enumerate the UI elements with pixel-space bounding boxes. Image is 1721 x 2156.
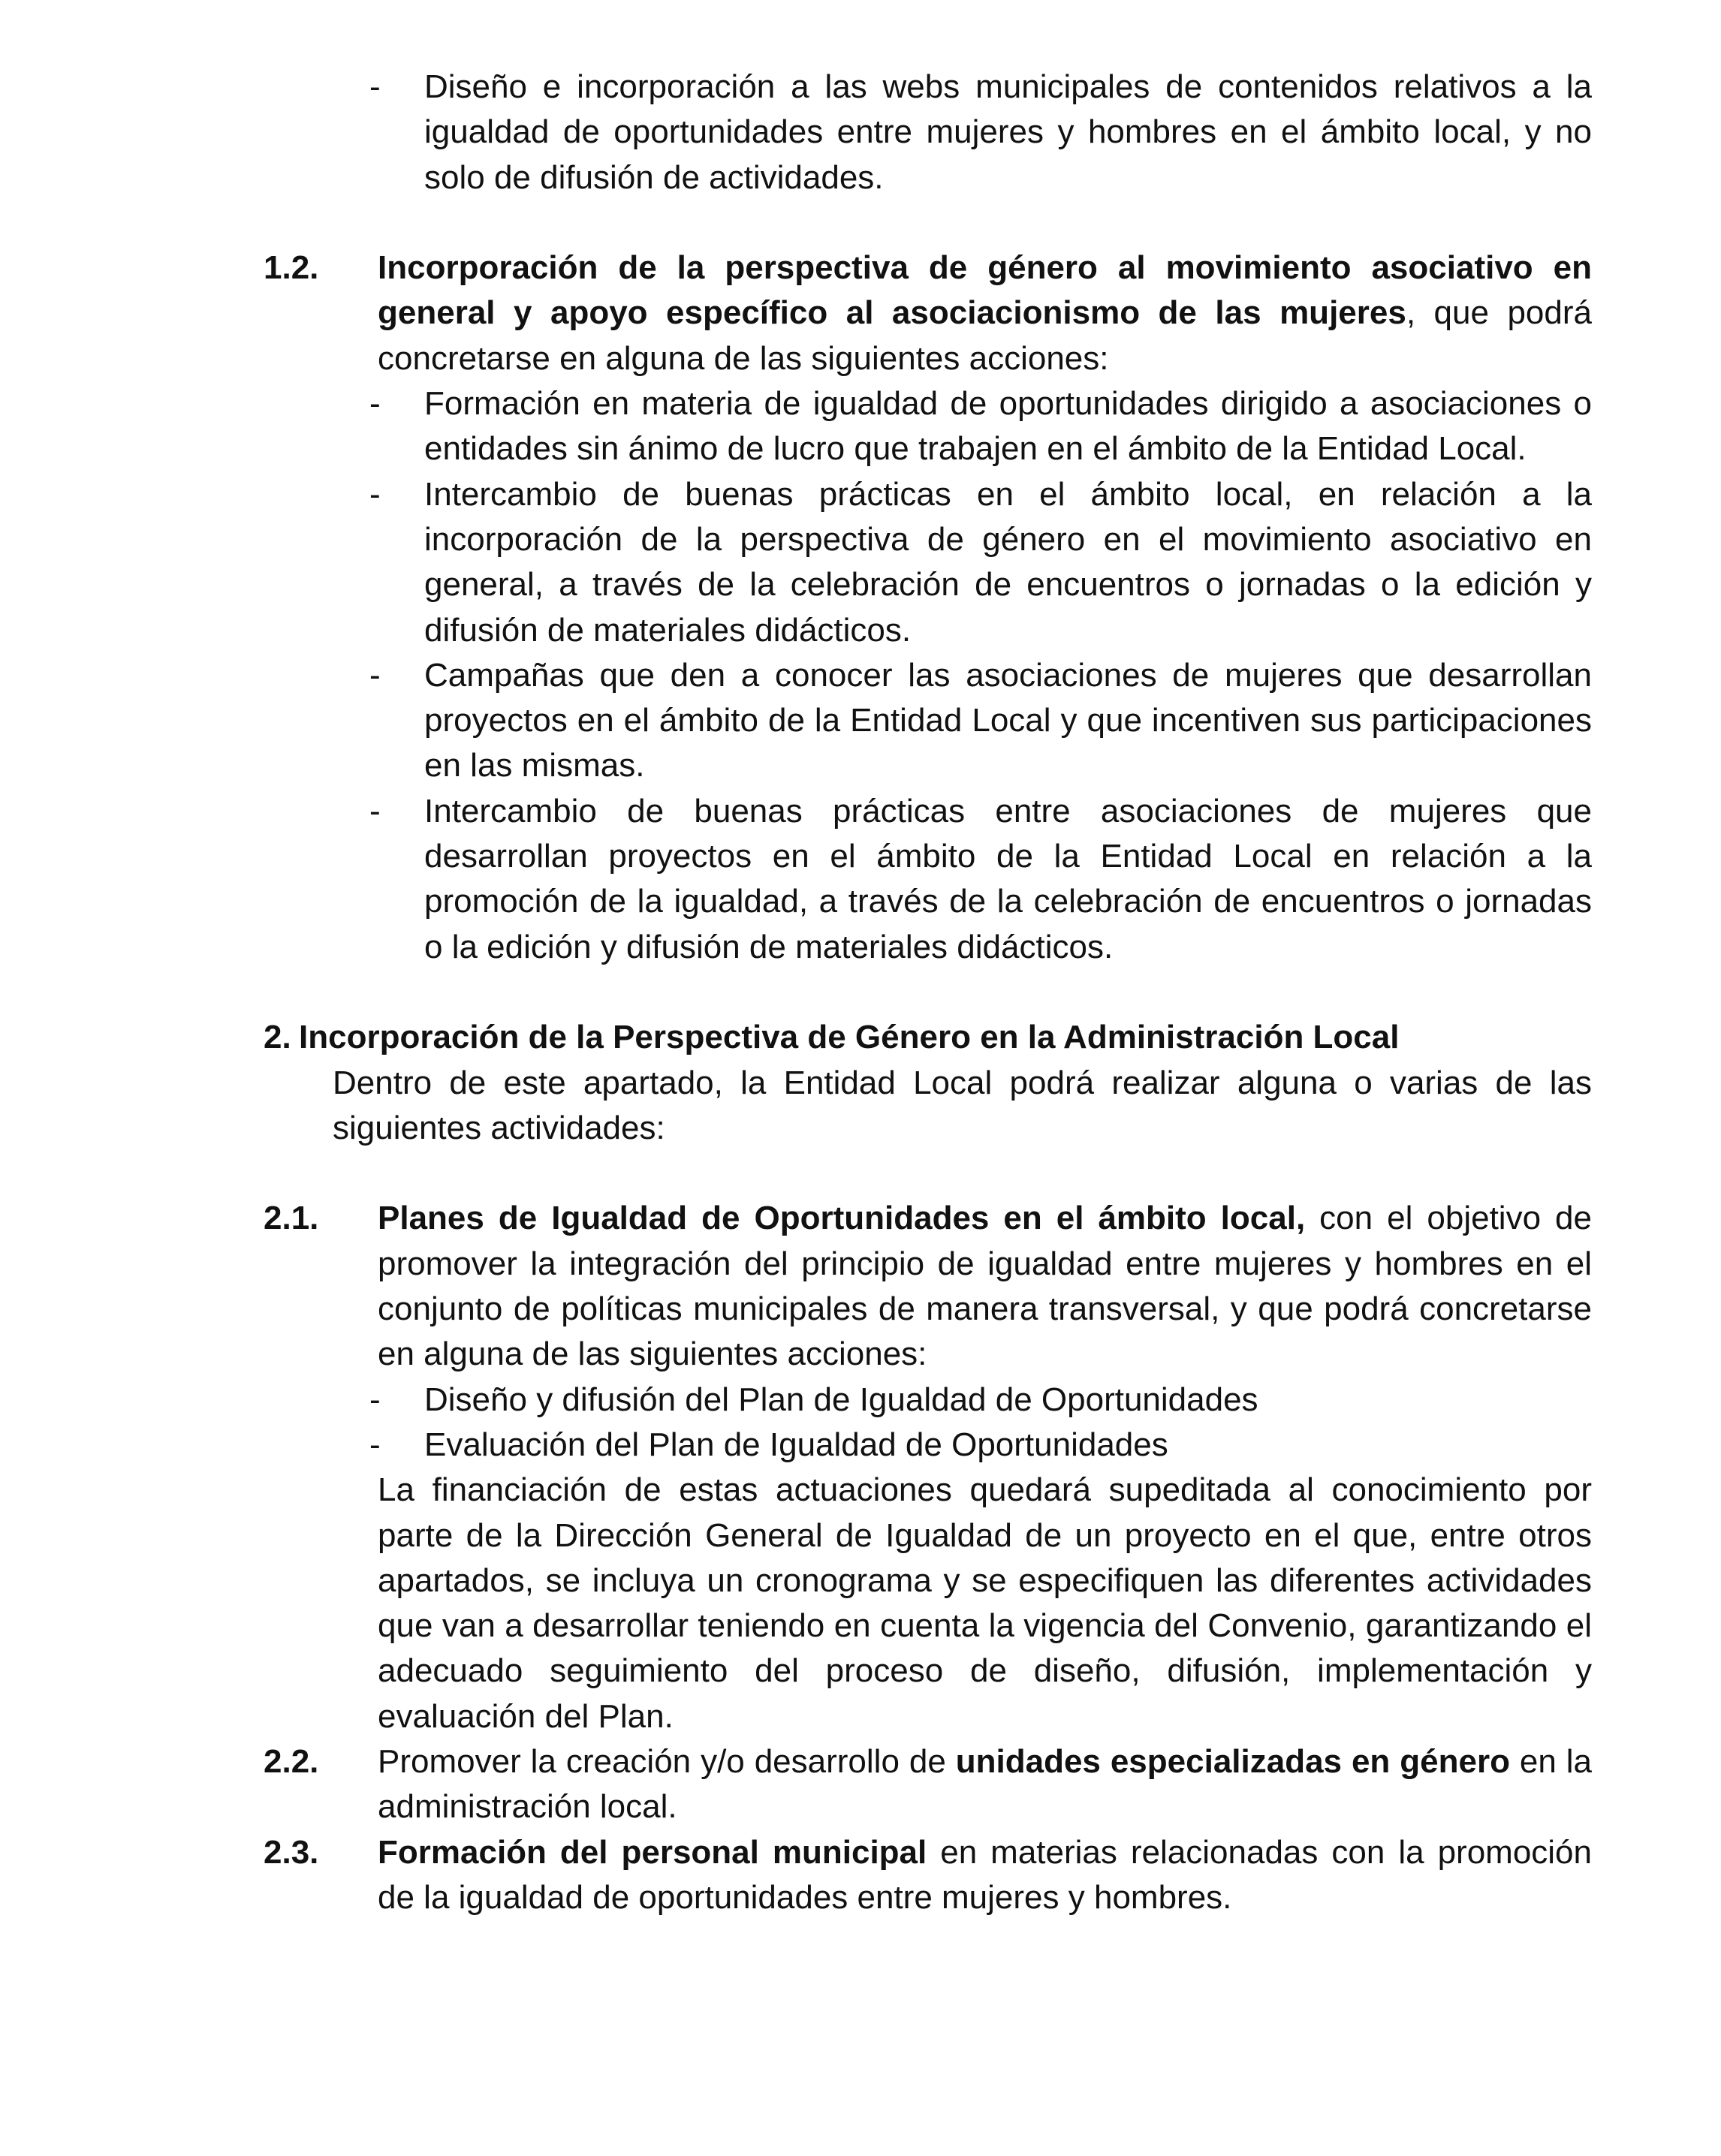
section-2 xyxy=(0,1015,1721,1060)
section-body: en materias relacionadas con la promoción de la igualdad de oportunidades entre mujeres y hombres. xyxy=(378,1833,1592,1916)
section-number: 2.2. xyxy=(264,1742,319,1780)
section-body: , que podrá concretarse en alguna de las siguientes acciones: xyxy=(378,294,1592,377)
dash-marker: - xyxy=(369,475,381,513)
section-emphasis: unidades especializadas en género xyxy=(955,1742,1510,1780)
document-page xyxy=(0,65,1721,1920)
section-number: 2.3. xyxy=(264,1833,319,1871)
bullet-text: Evaluación del Plan de Igualdad de Oportunidades xyxy=(424,1426,1168,1463)
section-2-1 xyxy=(0,1196,1721,1377)
bullet-item xyxy=(0,381,1721,472)
section-number: 2.1. xyxy=(264,1200,319,1237)
section-1-2 xyxy=(0,245,1721,381)
section-text xyxy=(378,245,1592,381)
bullet-text: Formación en materia de igualdad de oportunidades dirigido a asociaciones o entidades sin ánimo de lucro que trabajen en el ámbito de la Entidad Local. xyxy=(424,385,1592,468)
bullet-item xyxy=(0,472,1721,653)
section-heading: Incorporación de la Perspectiva de Género en la Administración Local xyxy=(299,1019,1400,1056)
section-2-2 xyxy=(0,1739,1721,1830)
section-heading: Incorporación de la perspectiva de género al movimiento asociativo en general y apoyo específico al asociacionismo de las mujeres xyxy=(378,249,1592,332)
section-text xyxy=(378,1830,1592,1921)
bullet-item xyxy=(0,1423,1721,1468)
section-2-3 xyxy=(0,1830,1721,1921)
bullet-text: Diseño y difusión del Plan de Igualdad de Oportunidades xyxy=(424,1381,1258,1418)
bullet-item xyxy=(0,789,1721,970)
section-body: Promover la creación y/o desarrollo de xyxy=(378,1742,956,1780)
section-body: en la administración local. xyxy=(378,1742,1593,1826)
dash-marker: - xyxy=(369,792,381,830)
section-number: 1.2. xyxy=(264,249,319,287)
section-note: La financiación de estas actuaciones quedará supeditada al conocimiento por parte de la Dirección General de Igualdad de un proyecto en el que, entre otros apartados, se incluya un cronograma y se especifiquen las diferentes actividades que van a desarrollar teniendo en cuenta la vigencia del Convenio, garantizando el adecuado seguimiento del proceso de diseño, difusión, implementación y evaluación del Plan. xyxy=(378,1471,1592,1735)
bullet-item xyxy=(0,65,1721,200)
section-body: con el objetivo de promover la integración del principio de igualdad entre mujeres y hombres en el conjunto de políticas municipales de manera transversal, y que podrá concretarse en alguna de las siguientes acciones: xyxy=(378,1200,1592,1373)
bullet-text: Diseño e incorporación a las webs municipales de contenidos relativos a la igualdad de oportunidades entre mujeres y hombres en el ámbito local, y no solo de difusión de actividades. xyxy=(424,68,1592,196)
section-heading: Formación del personal municipal xyxy=(378,1833,927,1871)
dash-marker: - xyxy=(369,385,381,423)
bullet-item xyxy=(0,653,1721,789)
dash-marker: - xyxy=(369,1381,381,1418)
bullet-text: Intercambio de buenas prácticas entre asociaciones de mujeres que desarrollan proyectos en el ámbito de la Entidad Local en relación a la promoción de la igualdad, a través de la celebración de encuentros o jornadas o la edición y difusión de materiales didácticos. xyxy=(424,792,1592,965)
bullet-text: Intercambio de buenas prácticas en el ámbito local, en relación a la incorporación de la perspectiva de género en el movimiento asociativo en general, a través de la celebración de encuentros o jornadas o la edición y difusión de materiales didácticos. xyxy=(424,475,1592,649)
dash-marker: - xyxy=(369,656,381,694)
section-number: 2. xyxy=(264,1019,291,1056)
dash-marker: - xyxy=(369,1426,381,1463)
bullet-item xyxy=(0,1378,1721,1423)
section-text xyxy=(378,1196,1592,1377)
dash-marker: - xyxy=(369,68,381,105)
section-text xyxy=(378,1739,1592,1830)
bullet-text: Campañas que den a conocer las asociaciones de mujeres que desarrollan proyectos en el ámbito de la Entidad Local y que incentiven sus participaciones en las mismas. xyxy=(424,656,1592,784)
section-heading: Planes de Igualdad de Oportunidades en el ámbito local, xyxy=(378,1200,1306,1237)
section-intro: Dentro de este apartado, la Entidad Local podrá realizar alguna o varias de las siguientes actividades: xyxy=(333,1064,1592,1146)
